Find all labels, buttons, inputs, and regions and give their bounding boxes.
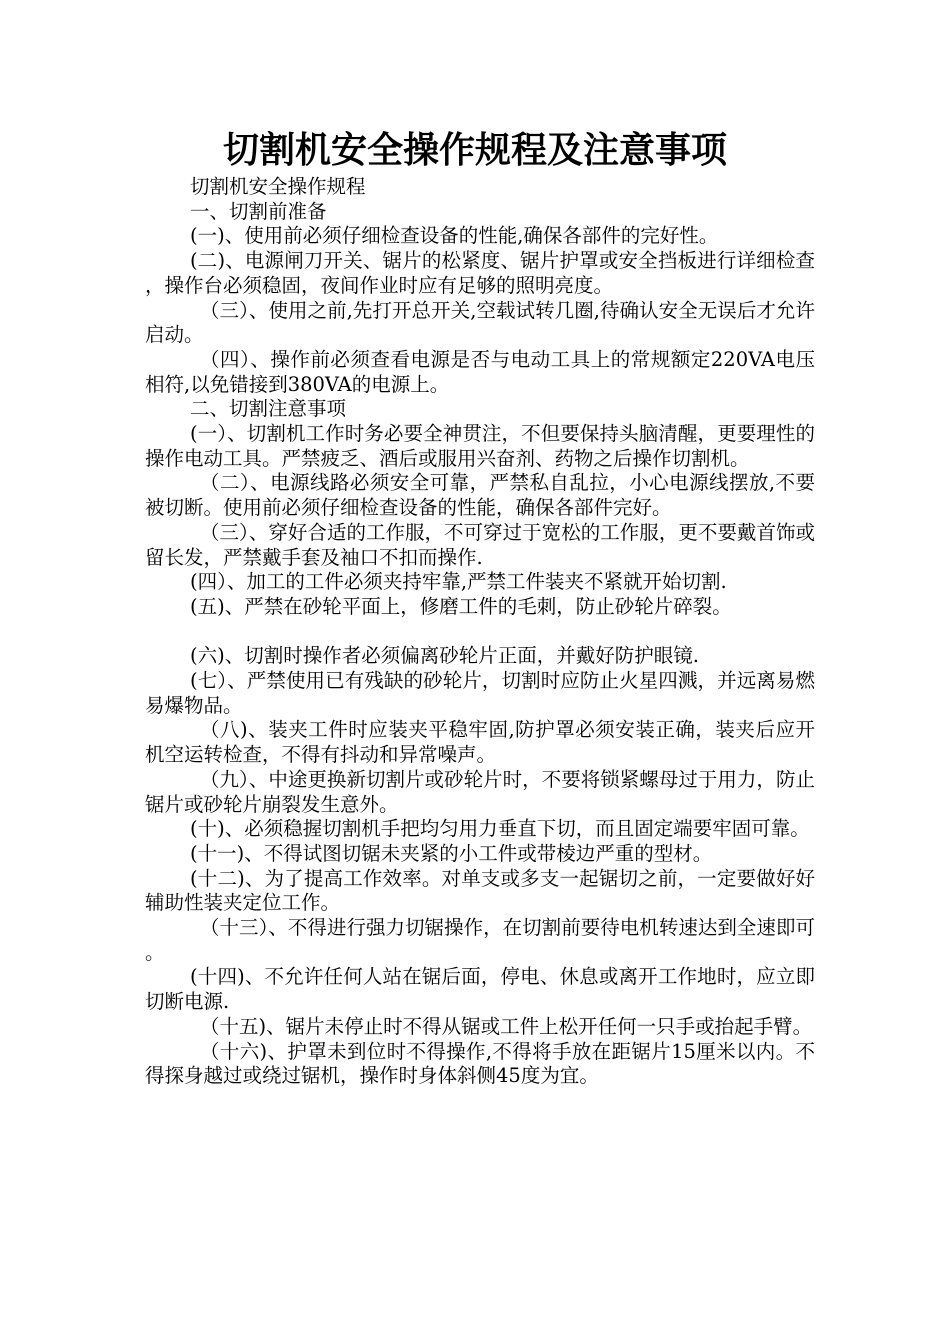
paragraph-caution-6: (六)、切割时操作者必须偏离砂轮片正面，并戴好防护眼镜. [190, 644, 699, 668]
paragraph-caution-14: (十四)、不允许任何人站在锯后面，停电、休息或离开工作地时，应立即切断电源. [145, 965, 815, 1014]
paragraph-caution-2: （二）、电源线路必须安全可靠，严禁私自乱拉，小心电源线摆放,不要被切断。使用前必须仔细检查设备的性能，确保各部件完好。 [145, 471, 815, 520]
paragraph-prep-1: (一)、使用前必须仔细检查设备的性能,确保各部件的完好性。 [190, 224, 719, 248]
paragraph-caution-9: （九）、中途更换新切割片或砂轮片时，不要将锁紧螺母过于用力，防止锯片或砂轮片崩裂发生意外。 [145, 767, 815, 816]
paragraph-caution-8: （八)、装夹工件时应装夹平稳牢固,防护罩必须安装正确，装夹后应开机空运转检查，不得有抖动和异常噪声。 [145, 718, 815, 767]
paragraph-prep-2: (二)、电源闸刀开关、锯片的松紧度、锯片护罩或安全挡板进行详细检查，操作台必须稳固，夜间作业时应有足够的照明亮度。 [145, 249, 815, 297]
section-heading-precautions: 二、切割注意事项 [190, 397, 347, 421]
paragraph-prep-4: （四）、操作前必须查看电源是否与电动工具上的常规额定220VA电压相符,以免错接到380VA的电源上。 [145, 347, 815, 396]
paragraph-caution-16: （十六)、护罩未到位时不得操作,不得将手放在距锯片15厘米以内。不得探身越过或绕过锯机，操作时身体斜侧45度为宜。 [145, 1039, 815, 1088]
paragraph-caution-1: (一）、切割机工作时务必要全神贯注，不但要保持头脑清醒，更要理性的操作电动工具。严禁疲乏、酒后或服用兴奋剂、药物之后操作切割机。 [145, 422, 815, 470]
paragraph-prep-3: （三）、使用之前,先打开总开关,空载试转几圈,待确认安全无误后才允许启动。 [145, 298, 815, 347]
paragraph-caution-7: (七）、严禁使用已有残缺的砂轮片，切割时应防止火星四溅，并远离易燃易爆物品。 [145, 669, 815, 717]
document-title: 切割机安全操作规程及注意事项 [222, 129, 727, 171]
paragraph-caution-10: (十)、必须稳握切割机手把均匀用力垂直下切，而且固定端要牢固可靠。 [190, 817, 810, 841]
paragraph-caution-12: (十二)、为了提高工作效率。对单支或多支一起锯切之前，一定要做好好辅助性装夹定位工作。 [145, 866, 815, 915]
paragraph-caution-3: （三）、穿好合适的工作服，不可穿过于宽松的工作服，更不要戴首饰或留长发，严禁戴手套及袖口不扣而操作. [145, 520, 815, 569]
section-heading-preparation: 一、切割前准备 [190, 199, 327, 223]
paragraph-caution-4: (四）、加工的工件必须夹持牢靠,严禁工件装夹不紧就开始切割. [190, 570, 727, 594]
paragraph-caution-11: (十一)、不得试图切锯未夹紧的小工件或带棱边严重的型材。 [190, 841, 713, 865]
paragraph-caution-15: （十五)、锯片未停止时不得从锯或工件上松开任何一只手或抬起手臂。 [200, 1014, 813, 1038]
paragraph-caution-5: (五)、严禁在砂轮平面上，修磨工件的毛刺，防止砂轮片碎裂。 [190, 594, 732, 618]
section-heading-regulations: 切割机安全操作规程 [190, 175, 366, 198]
paragraph-caution-13: （十三）、不得进行强力切锯操作，在切割前要待电机转速达到全速即可。 [145, 916, 815, 964]
document-body [145, 175, 815, 1089]
